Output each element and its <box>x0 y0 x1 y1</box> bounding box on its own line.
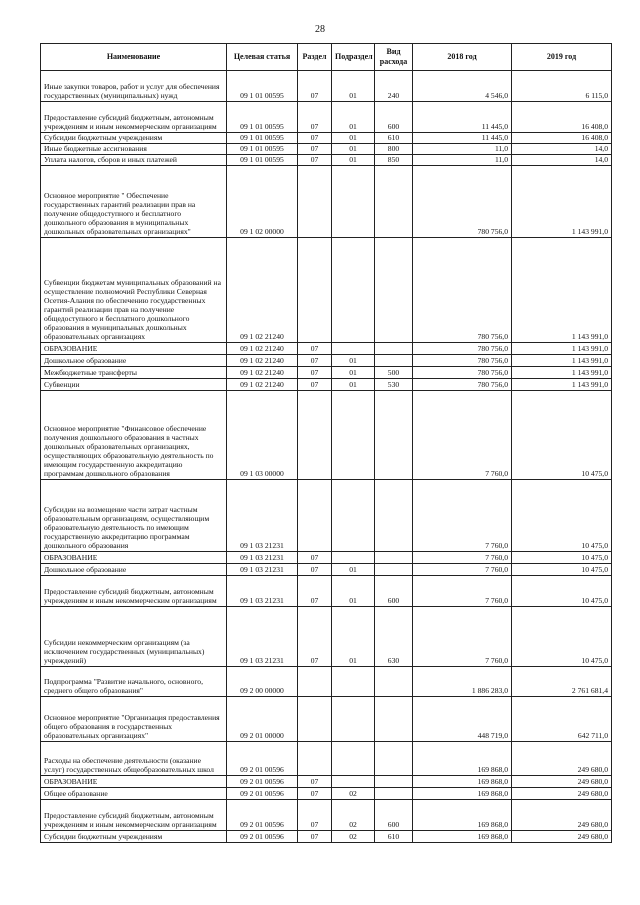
column-header-subsection: Подраздел <box>332 44 375 71</box>
cell-name: Предоставление субсидий бюджетным, автономным учреждениям и иным некоммерческим организациям <box>41 800 227 831</box>
cell-expense-type: 530 <box>375 379 413 391</box>
cell-2018: 11,0 <box>413 144 512 155</box>
cell-2018: 11 445,0 <box>413 133 512 144</box>
cell-name: Расходы на обеспечение деятельности (оказание услуг) государственных общеобразовательных школ <box>41 742 227 776</box>
cell-2019: 1 143 991,0 <box>512 343 612 355</box>
cell-name: Субсидии бюджетным учреждениям <box>41 831 227 843</box>
cell-section: 07 <box>298 607 332 667</box>
cell-target-article: 09 1 02 00000 <box>227 166 298 238</box>
cell-subsection <box>332 552 375 564</box>
cell-subsection: 02 <box>332 788 375 800</box>
table-row <box>41 238 612 343</box>
cell-subsection <box>332 166 375 238</box>
cell-2019: 249 680,0 <box>512 776 612 788</box>
cell-2019: 14,0 <box>512 155 612 166</box>
cell-target-article: 09 2 01 00596 <box>227 742 298 776</box>
cell-subsection <box>332 697 375 742</box>
cell-subsection: 01 <box>332 576 375 607</box>
cell-name: Иные закупки товаров, работ и услуг для обеспечения государственных (муниципальных) нужд <box>41 71 227 102</box>
cell-2019: 249 680,0 <box>512 788 612 800</box>
cell-section: 07 <box>298 102 332 133</box>
cell-2018: 4 546,0 <box>413 71 512 102</box>
cell-2019: 10 475,0 <box>512 391 612 480</box>
cell-subsection: 01 <box>332 607 375 667</box>
cell-name: Общее образование <box>41 788 227 800</box>
cell-name: ОБРАЗОВАНИЕ <box>41 776 227 788</box>
cell-expense-type <box>375 776 413 788</box>
cell-name: Межбюджетные трансферты <box>41 367 227 379</box>
cell-section: 07 <box>298 831 332 843</box>
cell-expense-type <box>375 166 413 238</box>
cell-2018: 780 756,0 <box>413 355 512 367</box>
cell-subsection <box>332 238 375 343</box>
cell-2018: 780 756,0 <box>413 343 512 355</box>
cell-expense-type <box>375 667 413 697</box>
cell-2019: 642 711,0 <box>512 697 612 742</box>
cell-target-article: 09 2 01 00596 <box>227 831 298 843</box>
column-header-name: Наименование <box>41 44 227 71</box>
table-row <box>41 607 612 667</box>
cell-name: Уплата налогов, сборов и иных платежей <box>41 155 227 166</box>
cell-target-article: 09 2 01 00596 <box>227 776 298 788</box>
cell-name: Предоставление субсидий бюджетным, автономным учреждениям и иным некоммерческим организациям <box>41 102 227 133</box>
cell-2018: 7 760,0 <box>413 480 512 552</box>
table-row <box>41 776 612 788</box>
table-row <box>41 564 612 576</box>
cell-expense-type: 500 <box>375 367 413 379</box>
cell-2019: 1 143 991,0 <box>512 238 612 343</box>
cell-2018: 7 760,0 <box>413 552 512 564</box>
cell-name: Основное мероприятие "Организация предоставления общего образования в государственных образовательных организациях" <box>41 697 227 742</box>
cell-expense-type: 850 <box>375 155 413 166</box>
cell-name: Подпрограмма "Развитие начального, основного, среднего общего образования" <box>41 667 227 697</box>
cell-expense-type: 610 <box>375 133 413 144</box>
cell-2018: 7 760,0 <box>413 607 512 667</box>
cell-expense-type <box>375 238 413 343</box>
cell-2018: 169 868,0 <box>413 788 512 800</box>
cell-2018: 7 760,0 <box>413 576 512 607</box>
cell-section: 07 <box>298 379 332 391</box>
table-body <box>41 71 612 843</box>
cell-expense-type <box>375 480 413 552</box>
cell-2019: 10 475,0 <box>512 607 612 667</box>
cell-section <box>298 391 332 480</box>
cell-2018: 169 868,0 <box>413 776 512 788</box>
table-row <box>41 800 612 831</box>
cell-target-article: 09 2 00 00000 <box>227 667 298 697</box>
table-row <box>41 355 612 367</box>
cell-subsection: 01 <box>332 71 375 102</box>
cell-expense-type: 240 <box>375 71 413 102</box>
cell-subsection <box>332 391 375 480</box>
cell-section <box>298 238 332 343</box>
column-header-expense-type: Вид расхода <box>375 44 413 71</box>
cell-name: Субсидии на возмещение части затрат частным образовательным организациям, осуществляющим образовательную деятельность по имеющим государственную аккредитацию программам дошкольного образования <box>41 480 227 552</box>
cell-expense-type: 600 <box>375 576 413 607</box>
cell-expense-type <box>375 391 413 480</box>
cell-2019: 16 408,0 <box>512 102 612 133</box>
cell-section: 07 <box>298 552 332 564</box>
cell-expense-type: 630 <box>375 607 413 667</box>
cell-subsection: 01 <box>332 379 375 391</box>
column-header-2019: 2019 год <box>512 44 612 71</box>
table-row <box>41 391 612 480</box>
cell-target-article: 09 2 01 00596 <box>227 800 298 831</box>
cell-target-article: 09 1 03 00000 <box>227 391 298 480</box>
cell-target-article: 09 2 01 00596 <box>227 788 298 800</box>
cell-expense-type <box>375 742 413 776</box>
cell-subsection <box>332 776 375 788</box>
cell-section: 07 <box>298 576 332 607</box>
cell-2019: 1 143 991,0 <box>512 367 612 379</box>
cell-subsection: 02 <box>332 831 375 843</box>
cell-expense-type <box>375 343 413 355</box>
cell-2018: 780 756,0 <box>413 379 512 391</box>
cell-section: 07 <box>298 133 332 144</box>
cell-expense-type: 610 <box>375 831 413 843</box>
cell-subsection: 01 <box>332 102 375 133</box>
column-header-section: Раздел <box>298 44 332 71</box>
table-row <box>41 166 612 238</box>
cell-expense-type <box>375 355 413 367</box>
cell-section: 07 <box>298 788 332 800</box>
cell-2019: 10 475,0 <box>512 552 612 564</box>
cell-2018: 448 719,0 <box>413 697 512 742</box>
cell-section <box>298 742 332 776</box>
cell-target-article: 09 1 02 21240 <box>227 355 298 367</box>
cell-section: 07 <box>298 800 332 831</box>
cell-name: Субсидии некоммерческим организациям (за исключением государственных (муниципальных) учреждений) <box>41 607 227 667</box>
cell-2018: 169 868,0 <box>413 831 512 843</box>
cell-2019: 10 475,0 <box>512 480 612 552</box>
table-row <box>41 552 612 564</box>
cell-target-article: 09 1 03 21231 <box>227 564 298 576</box>
table-row <box>41 144 612 155</box>
cell-section: 07 <box>298 355 332 367</box>
cell-name: Основное мероприятие " Обеспечение государственных гарантий реализации прав на получение общедоступного и бесплатного дошкольного образования в муниципальных дошкольных образовательных организациях" <box>41 166 227 238</box>
cell-2019: 1 143 991,0 <box>512 379 612 391</box>
cell-2018: 7 760,0 <box>413 564 512 576</box>
cell-2019: 249 680,0 <box>512 800 612 831</box>
table-row <box>41 742 612 776</box>
table-row <box>41 155 612 166</box>
cell-2018: 169 868,0 <box>413 800 512 831</box>
cell-2018: 169 868,0 <box>413 742 512 776</box>
budget-table <box>40 43 612 843</box>
cell-2019: 1 143 991,0 <box>512 355 612 367</box>
cell-subsection <box>332 343 375 355</box>
cell-target-article: 09 1 03 21231 <box>227 607 298 667</box>
cell-name: Основное мероприятие "Финансовое обеспечение получения дошкольного образования в частных дошкольных образовательных организациях, осуществляющих образовательную деятельность по имеющим государственную аккредитацию программам дошкольного образования <box>41 391 227 480</box>
table-header-row <box>41 44 612 71</box>
cell-section <box>298 667 332 697</box>
cell-target-article: 09 1 03 21231 <box>227 480 298 552</box>
cell-target-article: 09 1 01 00595 <box>227 155 298 166</box>
table-row <box>41 379 612 391</box>
cell-expense-type <box>375 697 413 742</box>
table-row <box>41 576 612 607</box>
cell-target-article: 09 1 02 21240 <box>227 238 298 343</box>
table-row <box>41 831 612 843</box>
cell-expense-type: 600 <box>375 800 413 831</box>
page-number: 28 <box>315 24 325 35</box>
cell-subsection: 01 <box>332 367 375 379</box>
cell-section: 07 <box>298 776 332 788</box>
table-row <box>41 788 612 800</box>
cell-subsection: 01 <box>332 133 375 144</box>
cell-2019: 2 761 681,4 <box>512 667 612 697</box>
table-row <box>41 71 612 102</box>
cell-subsection: 02 <box>332 800 375 831</box>
cell-2018: 1 886 283,0 <box>413 667 512 697</box>
cell-target-article: 09 1 02 21240 <box>227 367 298 379</box>
cell-2019: 249 680,0 <box>512 831 612 843</box>
cell-target-article: 09 1 02 21240 <box>227 343 298 355</box>
cell-2018: 11,0 <box>413 155 512 166</box>
cell-2019: 10 475,0 <box>512 576 612 607</box>
cell-section: 07 <box>298 144 332 155</box>
cell-section: 07 <box>298 155 332 166</box>
cell-expense-type <box>375 564 413 576</box>
table-row <box>41 367 612 379</box>
cell-name: ОБРАЗОВАНИЕ <box>41 552 227 564</box>
cell-section: 07 <box>298 564 332 576</box>
cell-name: ОБРАЗОВАНИЕ <box>41 343 227 355</box>
cell-2018: 7 760,0 <box>413 391 512 480</box>
cell-expense-type: 600 <box>375 102 413 133</box>
cell-expense-type <box>375 788 413 800</box>
column-header-2018: 2018 год <box>413 44 512 71</box>
table-row <box>41 343 612 355</box>
table-row <box>41 480 612 552</box>
cell-2019: 1 143 991,0 <box>512 166 612 238</box>
cell-name: Дошкольное образование <box>41 564 227 576</box>
cell-2019: 16 408,0 <box>512 133 612 144</box>
cell-subsection: 01 <box>332 155 375 166</box>
cell-name: Субсидии бюджетным учреждениям <box>41 133 227 144</box>
cell-name: Дошкольное образование <box>41 355 227 367</box>
cell-2019: 249 680,0 <box>512 742 612 776</box>
cell-2018: 780 756,0 <box>413 367 512 379</box>
cell-section: 07 <box>298 343 332 355</box>
cell-expense-type: 800 <box>375 144 413 155</box>
cell-target-article: 09 1 03 21231 <box>227 576 298 607</box>
cell-target-article: 09 1 01 00595 <box>227 133 298 144</box>
cell-subsection: 01 <box>332 355 375 367</box>
cell-2019: 6 115,0 <box>512 71 612 102</box>
cell-section: 07 <box>298 71 332 102</box>
cell-section <box>298 480 332 552</box>
cell-section <box>298 166 332 238</box>
table-row <box>41 697 612 742</box>
table-row <box>41 102 612 133</box>
cell-2019: 10 475,0 <box>512 564 612 576</box>
cell-target-article: 09 1 01 00595 <box>227 144 298 155</box>
cell-target-article: 09 1 02 21240 <box>227 379 298 391</box>
table-row <box>41 133 612 144</box>
cell-name: Предоставление субсидий бюджетным, автономным учреждениям и иным некоммерческим организациям <box>41 576 227 607</box>
cell-target-article: 09 1 01 00595 <box>227 102 298 133</box>
cell-2018: 780 756,0 <box>413 166 512 238</box>
cell-target-article: 09 2 01 00000 <box>227 697 298 742</box>
cell-section: 07 <box>298 367 332 379</box>
cell-subsection <box>332 742 375 776</box>
cell-2019: 14,0 <box>512 144 612 155</box>
cell-2018: 780 756,0 <box>413 238 512 343</box>
cell-subsection: 01 <box>332 144 375 155</box>
cell-subsection: 01 <box>332 564 375 576</box>
cell-2018: 11 445,0 <box>413 102 512 133</box>
cell-name: Иные бюджетные ассигнования <box>41 144 227 155</box>
cell-subsection <box>332 667 375 697</box>
cell-expense-type <box>375 552 413 564</box>
cell-target-article: 09 1 03 21231 <box>227 552 298 564</box>
cell-name: Субвенции бюджетам муниципальных образований на осуществление полномочий Республики Северная Осетия-Алания по обеспечению государственных гарантий реализации прав на получение общедоступного и бесплатного дошкольного образования в муниципальных дошкольных образовательных организациях <box>41 238 227 343</box>
cell-subsection <box>332 480 375 552</box>
table-row <box>41 667 612 697</box>
cell-section <box>298 697 332 742</box>
cell-name: Субвенции <box>41 379 227 391</box>
column-header-target-article: Целевая статья <box>227 44 298 71</box>
cell-target-article: 09 1 01 00595 <box>227 71 298 102</box>
